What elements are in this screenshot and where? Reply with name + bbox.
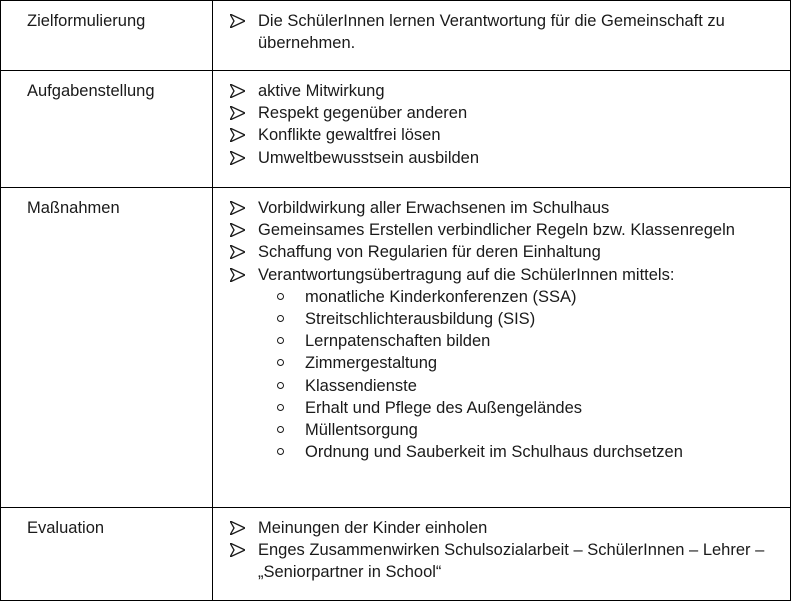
- bullet-item: [230, 10, 782, 54]
- sub-bullet-item: [276, 330, 782, 352]
- circle-bullet-icon: [277, 337, 284, 344]
- circle-bullet-icon: [277, 426, 284, 433]
- row-label: Evaluation: [1, 508, 213, 601]
- circle-bullet-icon: [277, 448, 284, 455]
- circle-bullet-icon: [277, 315, 284, 322]
- bullet-item: [230, 539, 782, 583]
- arrowhead-bullet-icon: [230, 106, 245, 120]
- bullet-list: [230, 10, 782, 54]
- sub-bullet-item: [276, 397, 782, 419]
- circle-bullet-icon: [277, 359, 284, 366]
- sub-bullet-item: [276, 375, 782, 397]
- row-content: [213, 188, 791, 508]
- bullet-item: [230, 124, 782, 146]
- bullet-item: [230, 102, 782, 124]
- bullet-item: [230, 147, 782, 169]
- row-label: Maßnahmen: [1, 188, 213, 508]
- bullet-text: aktive Mitwirkung: [258, 82, 385, 100]
- bullet-text: Schaffung von Regularien für deren Einhaltung: [258, 243, 601, 262]
- bullet-text: Vorbildwirkung aller Erwachsenen im Schulhaus: [258, 199, 610, 217]
- bullet-list: [230, 80, 782, 169]
- sub-bullet-text: Müllentsorgung: [305, 421, 418, 440]
- table-row-zielformulierung: [1, 1, 791, 71]
- arrowhead-bullet-icon: [230, 14, 245, 28]
- sub-bullet-text: Lernpatenschaften bilden: [305, 332, 491, 351]
- table-row-massnahmen: [1, 188, 791, 508]
- bullet-item: [230, 241, 782, 263]
- arrowhead-bullet-icon: [230, 84, 245, 98]
- row-content: [213, 508, 791, 601]
- table-row-aufgabenstellung: [1, 71, 791, 188]
- bullet-item: [230, 264, 782, 464]
- bullet-item: [230, 517, 782, 539]
- sub-bullet-text: Erhalt und Pflege des Außengeländes: [305, 398, 583, 417]
- bullet-list: [230, 517, 782, 584]
- bullet-list: [230, 197, 782, 463]
- arrowhead-bullet-icon: [230, 543, 245, 557]
- sub-bullet-text: Streitschlichterausbildung (SIS): [305, 310, 536, 329]
- sub-bullet-item: [276, 286, 782, 308]
- bullet-text: Enges Zusammenwirken Schulsozialarbeit – SchülerInnen – Lehrer – „Seniorpartner in School“: [258, 541, 765, 582]
- bullet-text: Verantwortungsübertragung auf die SchülerInnen mittels:: [258, 265, 675, 284]
- row-content: [213, 71, 791, 188]
- arrowhead-bullet-icon: [230, 201, 245, 215]
- sub-bullet-text: Zimmergestaltung: [305, 354, 438, 373]
- sub-bullet-item: [276, 308, 782, 330]
- bullet-text: Umweltbewusstsein ausbilden: [258, 148, 480, 167]
- bullet-text: Die SchülerInnen lernen Verantwortung für die Gemeinschaft zu übernehmen.: [258, 12, 725, 53]
- sub-bullet-list: [258, 286, 782, 464]
- sub-bullet-item: [276, 352, 782, 374]
- arrowhead-bullet-icon: [230, 521, 245, 535]
- bullet-text: Konflikte gewaltfrei lösen: [258, 126, 441, 145]
- sub-bullet-text: monatliche Kinderkonferenzen (SSA): [305, 287, 577, 306]
- sub-bullet-item: [276, 441, 782, 463]
- arrowhead-bullet-icon: [230, 245, 245, 259]
- bullet-item: [230, 197, 782, 219]
- circle-bullet-icon: [277, 404, 284, 411]
- sub-bullet-text: Ordnung und Sauberkeit im Schulhaus durchsetzen: [305, 443, 683, 462]
- arrowhead-bullet-icon: [230, 268, 245, 282]
- bullet-item: [230, 80, 782, 102]
- arrowhead-bullet-icon: [230, 223, 245, 237]
- table-row-evaluation: [1, 508, 791, 601]
- circle-bullet-icon: [277, 293, 284, 300]
- arrowhead-bullet-icon: [230, 128, 245, 142]
- row-label: Zielformulierung: [1, 1, 213, 71]
- row-content: [213, 1, 791, 71]
- circle-bullet-icon: [277, 382, 284, 389]
- sub-bullet-item: [276, 419, 782, 441]
- bullet-text: Meinungen der Kinder einholen: [258, 519, 488, 537]
- bullet-text: Respekt gegenüber anderen: [258, 104, 468, 123]
- row-label: Aufgabenstellung: [1, 71, 213, 188]
- sub-bullet-text: Klassendienste: [305, 376, 417, 395]
- arrowhead-bullet-icon: [230, 151, 245, 165]
- bullet-text: Gemeinsames Erstellen verbindlicher Regeln bzw. Klassenregeln: [258, 221, 735, 240]
- bullet-item: [230, 219, 782, 241]
